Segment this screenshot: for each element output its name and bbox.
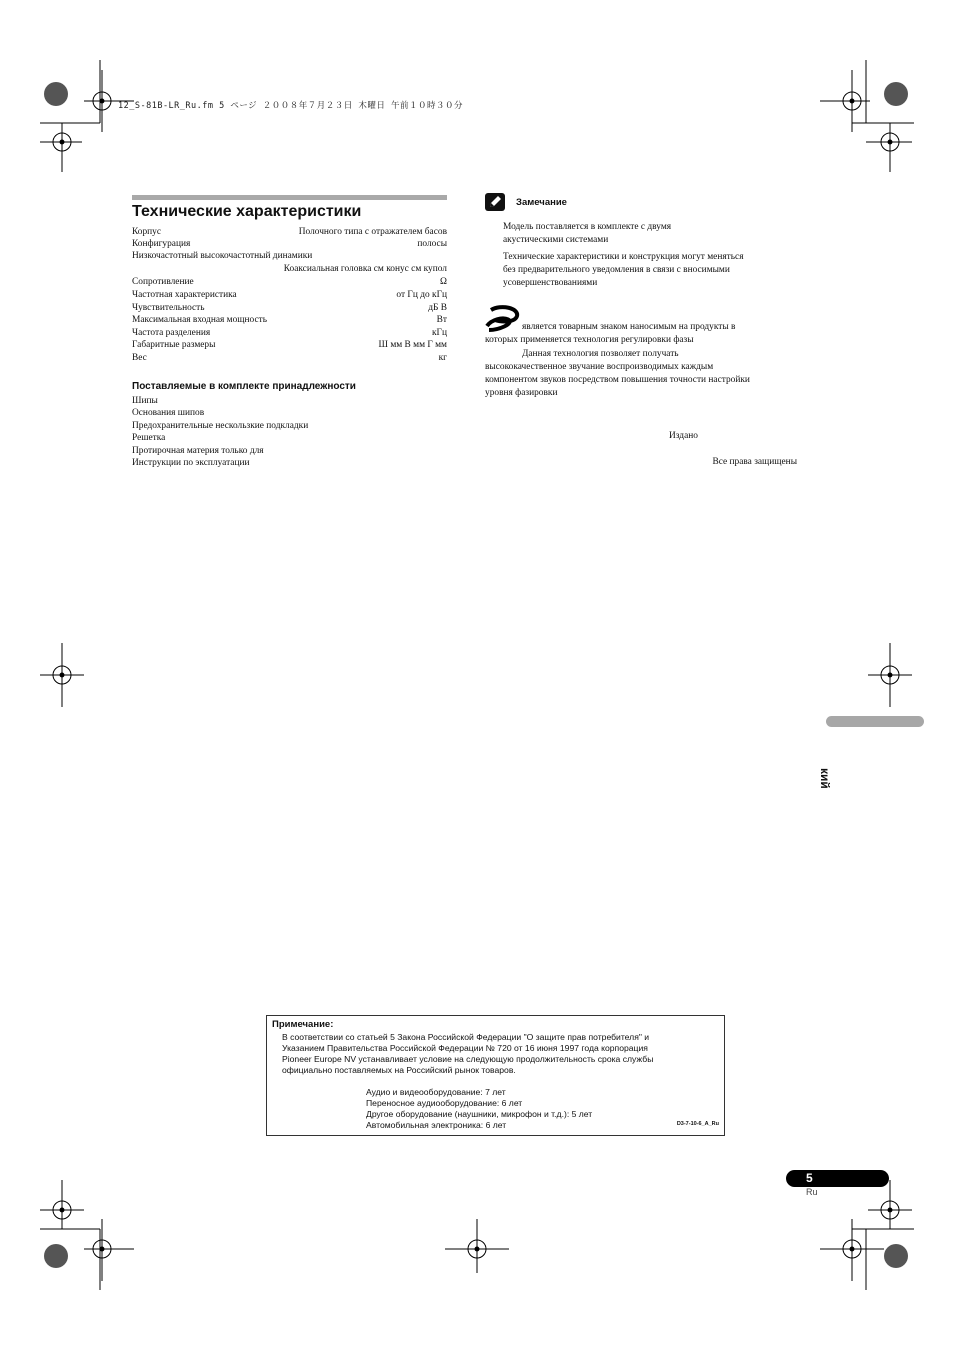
spec-row [132, 352, 447, 364]
note-line: усовершенствованиями [503, 278, 598, 288]
side-tab-text: кий [818, 768, 832, 789]
trademark-line: компонентом звуков посредством повышения точности настройки [485, 375, 750, 385]
spec-value: кг [438, 353, 447, 363]
notice-box [266, 1015, 725, 1136]
phase-control-logo [483, 306, 523, 332]
spec-value: кГц [432, 328, 447, 338]
spec-row [132, 250, 447, 262]
spec-row [132, 302, 447, 314]
spec-label: Чувствительность [132, 303, 205, 313]
spec-row [132, 289, 447, 301]
list-item: Предохранительные нескользкие подкладки [132, 421, 309, 431]
notice-line: В соответствии со статьей 5 Закона Российской Федерации "О защите прав потребителя" и [282, 1032, 650, 1042]
note-title: Замечание [516, 197, 567, 208]
spec-row [132, 339, 447, 351]
spec-label: Габаритные размеры [132, 340, 216, 350]
trademark-line: Данная технология позволяет получать [522, 349, 679, 359]
trademark-line: которых применяется технология регулировки фазы [485, 335, 694, 345]
notice-title: Примечание: [272, 1019, 334, 1030]
trademark-line: высококачественное звучание воспроизводимых каждым [485, 362, 714, 372]
spec-value: Полочного типа с отражателем басов [298, 227, 447, 237]
spec-label: Максимальная входная мощность [132, 315, 267, 325]
spec-value: от Гц до кГц [396, 290, 447, 300]
notice-item: Автомобильная электроника: 6 лет [366, 1120, 507, 1130]
spec-value: полосы [417, 239, 447, 249]
spec-label: Частота разделения [132, 328, 211, 338]
spec-row [132, 276, 447, 288]
list-item: Инструкции по эксплуатации [132, 458, 250, 468]
note-line: без предварительного уведомления в связи с вносимыми [503, 265, 730, 275]
notice-line: официально поставляемых на Российский рынок товаров. [282, 1065, 516, 1075]
notice-code: D3-7-10-6_A_Ru [676, 1121, 719, 1127]
spec-label: Конфигурация [132, 239, 191, 249]
published-text: Издано [669, 431, 698, 441]
spec-row [132, 263, 447, 275]
page-number-pill [786, 1170, 889, 1187]
spec-value: дБ В [428, 303, 447, 313]
spec-row [132, 238, 447, 250]
pencil-icon [485, 193, 505, 211]
spec-label: Корпус [132, 227, 162, 237]
spec-row [132, 314, 447, 326]
notice-line: Указанием Правительства Российской Федерации № 720 от 16 июня 1997 года корпорация [282, 1043, 648, 1053]
spec-value: Ш мм В мм Г мм [378, 340, 447, 350]
specs-title: Технические характеристики [132, 203, 362, 220]
trademark-line: является товарным знаком наносимым на продукты в [522, 322, 736, 332]
spec-label: Вес [132, 353, 147, 363]
rights-text: Все права защищены [712, 457, 797, 467]
spec-label: Частотная характеристика [132, 290, 237, 300]
spec-row [132, 327, 447, 339]
notice-item: Переносное аудиооборудование: 6 лет [366, 1098, 523, 1108]
spec-value: Вт [436, 315, 447, 325]
spec-label: Низкочастотный высокочастотный динамики [132, 251, 313, 261]
trademark-line: уровня фазировки [485, 388, 558, 398]
notice-line: Pioneer Europe NV устанавливает условие на следующую продолжительность срока службы [282, 1054, 654, 1064]
spec-label: Сопротивление [132, 277, 194, 287]
list-item: Основания шипов [132, 408, 205, 418]
page-number: 5 [806, 1171, 813, 1185]
list-item: Протирочная материя только для [132, 446, 264, 456]
spec-value: Коаксиальная головка см конус см купол [283, 264, 447, 274]
list-item: Шипы [132, 396, 158, 406]
file-header: 12_S-81B-LR_Ru.fm 5 ページ ２００８年７月２３日 木曜日 午前１０時３０分 [118, 101, 464, 111]
list-item: Решетка [132, 433, 166, 443]
side-tab [826, 716, 924, 727]
accessories-title: Поставляемые в комплекте принадлежности [132, 381, 356, 392]
notice-item: Другое оборудование (наушники, микрофон и т.д.): 5 лет [366, 1109, 593, 1119]
spec-value: Ω [440, 277, 447, 287]
notice-item: Аудио и видеооборудование: 7 лет [366, 1087, 506, 1097]
title-bar [132, 195, 447, 200]
note-line: Технические характеристики и конструкция могут меняться [503, 252, 744, 262]
spec-row [132, 226, 447, 238]
page-language: Ru [806, 1187, 818, 1197]
note-line: акустическими системами [503, 235, 609, 245]
note-line: Модель поставляется в комплекте с двумя [503, 222, 672, 232]
